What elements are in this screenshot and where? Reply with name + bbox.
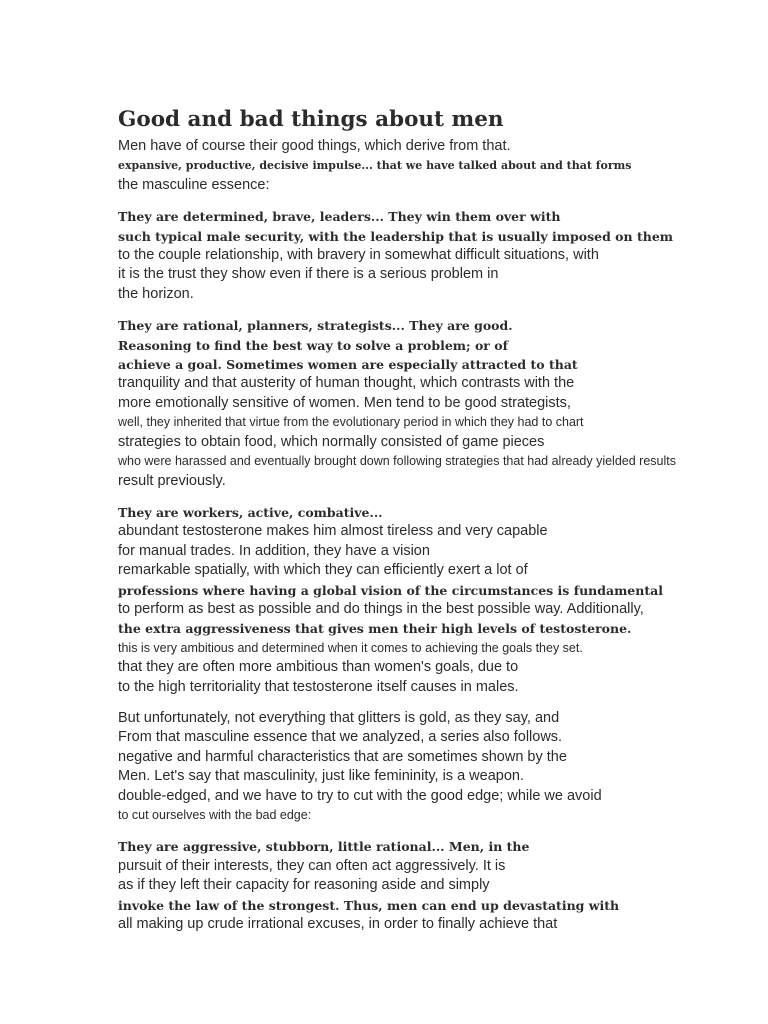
text-line: such typical male security, with the leadership that is usually imposed on them [118,228,673,244]
text-line: to cut ourselves with the bad edge: [118,808,312,822]
text-line: to the high territoriality that testosterone itself causes in males. [118,678,519,695]
text-line: expansive, productive, decisive impulse... that we have talked about and that forms [118,159,632,173]
paragraph [118,503,663,697]
text-line: But unfortunately, not everything that glitters is gold, as they say, and [118,709,560,726]
text-line: They are workers, active, combative... [118,504,383,520]
paragraph [118,709,658,825]
text-line: as if they left their capacity for reasoning aside and simply [118,877,490,894]
text-line: negative and harmful characteristics that are sometimes shown by the [118,748,567,765]
text-line: result previously. [118,472,226,489]
text-line: to the couple relationship, with bravery in somewhat difficult situations, with [118,247,599,264]
text-line: strategies to obtain food, which normally consisted of game pieces [118,433,545,450]
text-line: Reasoning to find the best way to solve a problem; or of [118,337,508,353]
paragraph [118,837,658,934]
text-line: for manual trades. In addition, they have a vision [118,542,430,559]
text-line: well, they inherited that virtue from the evolutionary period in which they had to chart [118,415,584,430]
paragraph [118,137,658,195]
text-line: invoke the law of the strongest. Thus, men can end up devastating with [118,897,620,913]
text-line: more emotionally sensitive of women. Men tend to be good strategists, [118,394,571,411]
text-line: They are rational, planners, strategists... They are good. [118,318,513,334]
text-line: all making up crude irrational excuses, in order to finally achieve that [118,916,558,933]
text-line: From that masculine essence that we analyzed, a series also follows. [118,729,563,746]
text-line: Men have of course their good things, which derive from that. [118,138,511,154]
text-line: Men. Let's say that masculinity, just like femininity, is a weapon. [118,768,524,785]
text-line: abundant testosterone makes him almost tireless and very capable [118,523,548,540]
text-line: the masculine essence: [118,176,270,193]
text-line: that they are often more ambitious than women's goals, due to [118,659,519,676]
document-title: Good and bad things about men [118,107,504,132]
text-line: tranquility and that austerity of human thought, which contrasts with the [118,375,575,392]
text-line: They are determined, brave, leaders... They win them over with [118,209,561,225]
text-line: professions where having a global vision of the circumstances is fundamental [118,582,663,598]
text-line: They are aggressive, stubborn, little rational... Men, in the [118,839,530,855]
paragraph [118,207,673,304]
text-line: achieve a goal. Sometimes women are especially attracted to that [118,357,578,373]
text-line: this is very ambitious and determined when it comes to achieving the goals they set. [118,640,583,655]
text-line: pursuit of their interests, they can often act aggressively. It is [118,857,506,874]
text-line: the extra aggressiveness that gives men their high levels of testosterone. [118,621,632,637]
document-body [118,106,676,946]
paragraphs-container [118,137,676,934]
text-line: the horizon. [118,285,194,302]
text-line: double-edged, and we have to try to cut with the good edge; while we avoid [118,787,602,804]
paragraph [118,316,676,491]
text-line: to perform as best as possible and do things in the best possible way. Additionally, [118,600,644,617]
text-line: remarkable spatially, with which they can efficiently exert a lot of [118,562,528,579]
text-line: it is the trust they show even if there is a serious problem in [118,266,499,283]
text-line: who were harassed and eventually brought down following strategies that had already yielded results [118,454,676,469]
